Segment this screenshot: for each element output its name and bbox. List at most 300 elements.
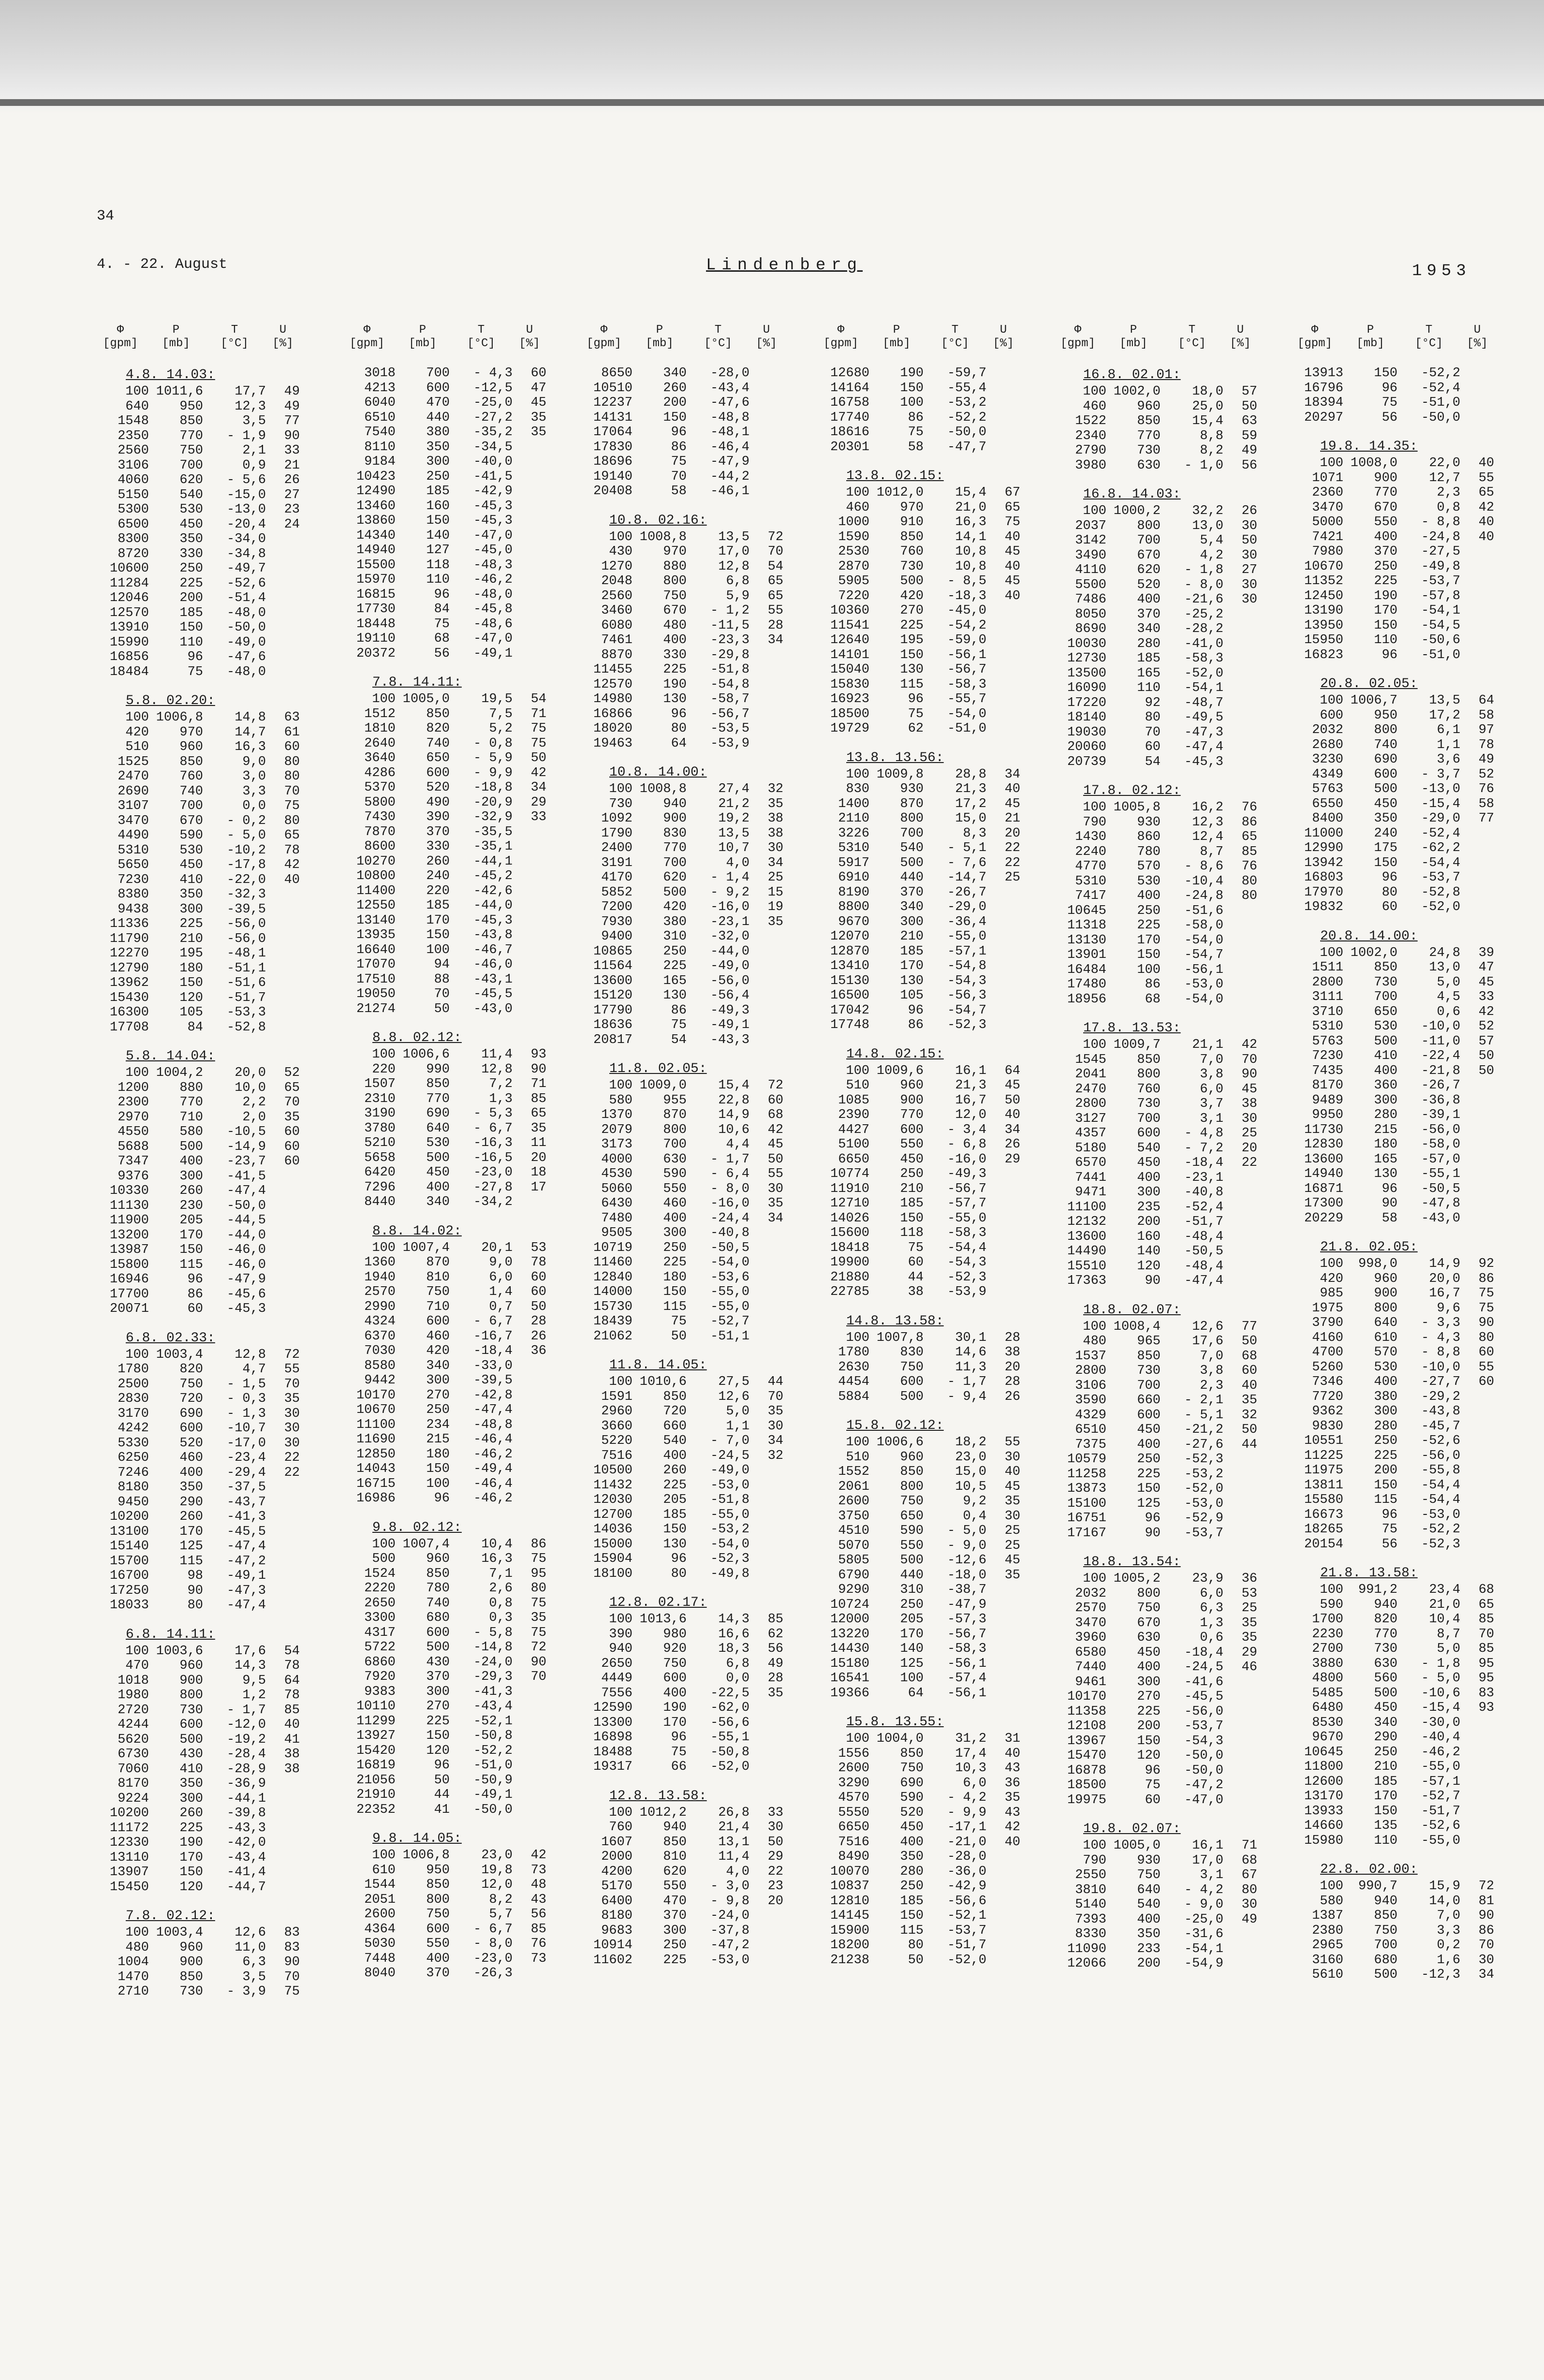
header-cell-t — [203, 323, 266, 351]
table-row — [812, 1078, 1040, 1093]
temperature-cell: 6,0 — [1200, 1082, 1223, 1097]
temperature-cell: -39,8 — [226, 1806, 266, 1821]
pressure-cell: 998,0 — [1358, 1257, 1397, 1271]
temperature-cell: -29,0 — [1421, 811, 1460, 826]
geopotential-cell: 10510 — [593, 381, 632, 396]
pressure-cell: 500 — [900, 574, 924, 588]
humidity-cell — [513, 1803, 546, 1818]
table-row — [575, 885, 803, 900]
year: 1953 — [1412, 262, 1471, 280]
geopotential-cell: 100 — [125, 384, 149, 399]
table-row — [338, 1848, 566, 1863]
humidity-cell — [986, 1612, 1020, 1627]
geopotential-cell: 18696 — [593, 455, 632, 469]
table-row — [92, 591, 319, 606]
geopotential-cell: 100 — [125, 1644, 149, 1659]
sounding-block — [575, 1060, 803, 1344]
temperature-cell: -28,0 — [710, 366, 750, 381]
geopotential-cell: 1200 — [118, 1080, 149, 1095]
temperature-cell: 8,7 — [1437, 1627, 1460, 1642]
temperature-cell: 0,4 — [963, 1509, 986, 1524]
temperature-cell: -47,0 — [473, 632, 513, 646]
humidity-cell — [750, 1285, 783, 1300]
temperature-cell: 10,8 — [955, 544, 986, 559]
pressure-cell: 225 — [1374, 574, 1397, 588]
humidity-cell — [986, 662, 1020, 677]
humidity-cell — [750, 648, 783, 663]
pressure-cell: 750 — [426, 1285, 450, 1299]
table-row — [1286, 381, 1514, 396]
geopotential-cell: 8190 — [838, 885, 869, 900]
temperature-cell: -56,0 — [226, 917, 266, 931]
pressure-cell: 600 — [1137, 1408, 1161, 1423]
humidity-cell: 97 — [1478, 723, 1494, 737]
pressure-cell: 170 — [179, 1850, 203, 1865]
humidity-cell — [266, 1836, 300, 1851]
humidity-cell — [1223, 710, 1257, 725]
humidity-cell — [1460, 1152, 1494, 1167]
pressure-cell: 590 — [663, 1167, 687, 1181]
geopotential-cell: 12990 — [1304, 841, 1343, 855]
humidity-cell: 30 — [284, 1436, 300, 1451]
temperature-cell: 9,0 — [242, 754, 266, 769]
pressure-cell: 750 — [900, 1761, 924, 1776]
temperature-cell: 0,9 — [242, 458, 266, 473]
table-row — [1286, 1894, 1514, 1909]
table-row — [338, 795, 566, 810]
pressure-cell: 800 — [1137, 1586, 1161, 1601]
temperature-cell: -54,3 — [1184, 1734, 1223, 1748]
table-row — [338, 1314, 566, 1329]
pressure-cell: 590 — [179, 828, 203, 843]
header-cell-phi — [1049, 323, 1106, 351]
humidity-cell — [750, 411, 783, 426]
table-row — [1286, 1345, 1514, 1360]
humidity-cell — [750, 470, 783, 485]
temperature-cell: -54,1 — [1184, 1941, 1223, 1956]
pressure-cell: 75 — [671, 1745, 687, 1760]
temperature-cell: -18,8 — [473, 780, 513, 795]
humidity-cell: 27 — [284, 487, 300, 502]
geopotential-cell: 5500 — [1075, 577, 1106, 592]
table-row — [575, 1123, 803, 1138]
humidity-cell: 53 — [530, 1240, 546, 1255]
header-symbol: T — [477, 323, 485, 337]
geopotential-cell: 13110 — [109, 1850, 149, 1865]
temperature-cell: -16,0 — [710, 1196, 750, 1211]
table-row — [338, 455, 566, 470]
temperature-cell: 3,0 — [242, 769, 266, 784]
table-row — [92, 1674, 319, 1689]
pressure-cell: 500 — [179, 1732, 203, 1747]
geopotential-cell: 4000 — [601, 1152, 632, 1167]
geopotential-cell: 19832 — [1304, 900, 1343, 914]
table-row — [575, 1033, 803, 1048]
humidity-cell: 52 — [1478, 1019, 1494, 1034]
geopotential-cell: 10774 — [830, 1167, 869, 1181]
header-unit: [°C] — [221, 337, 249, 350]
pressure-cell: 350 — [179, 1480, 203, 1495]
geopotential-cell: 16946 — [109, 1272, 149, 1287]
humidity-cell — [266, 961, 300, 976]
pressure-cell: 110 — [1374, 633, 1397, 647]
temperature-cell: -44,0 — [473, 898, 513, 913]
pressure-cell: 350 — [179, 1777, 203, 1791]
pressure-cell: 80 — [1145, 710, 1161, 725]
table-row — [1049, 755, 1277, 770]
table-row — [1049, 1364, 1277, 1379]
pressure-cell: 75 — [908, 706, 924, 721]
temperature-cell: -57,0 — [1421, 1152, 1460, 1167]
temperature-cell: -41,5 — [473, 469, 513, 484]
table-row — [338, 440, 566, 455]
geopotential-cell: 14131 — [593, 410, 632, 425]
pressure-cell: 60 — [187, 1302, 203, 1316]
table-row — [575, 1434, 803, 1449]
temperature-cell: 16,3 — [955, 515, 986, 529]
pressure-cell: 120 — [426, 1743, 450, 1758]
humidity-cell: 35 — [1004, 1568, 1020, 1583]
table-row — [92, 725, 319, 740]
temperature-cell: -52,7 — [1421, 1789, 1460, 1804]
table-row — [1286, 811, 1514, 826]
pressure-cell: 930 — [900, 782, 924, 796]
temperature-cell: -56,1 — [947, 1686, 986, 1701]
header-symbol: T — [1188, 323, 1196, 337]
table-row — [1286, 870, 1514, 885]
sounding-block — [92, 1907, 319, 1999]
temperature-cell: -18,0 — [947, 1568, 986, 1583]
table-row — [338, 1640, 566, 1655]
temperature-cell: -53,0 — [1184, 1496, 1223, 1511]
temperature-cell: -43,7 — [226, 1495, 266, 1510]
geopotential-cell: 10724 — [830, 1597, 869, 1612]
geopotential-cell: 15730 — [593, 1299, 632, 1314]
geopotential-cell: 1387 — [1312, 1909, 1343, 1923]
pressure-cell: 1009,0 — [639, 1078, 687, 1093]
humidity-cell: 34 — [530, 780, 546, 795]
pressure-cell: 225 — [1374, 1448, 1397, 1463]
pressure-cell: 500 — [900, 855, 924, 870]
geopotential-cell: 100 — [846, 485, 869, 500]
temperature-cell: 14,7 — [235, 725, 266, 740]
pressure-cell: 300 — [1374, 1093, 1397, 1108]
geopotential-cell: 6570 — [1075, 1156, 1106, 1170]
temperature-cell: 20,1 — [481, 1240, 513, 1255]
pressure-cell: 680 — [426, 1611, 450, 1625]
temperature-cell: 9,6 — [1437, 1301, 1460, 1316]
table-row — [338, 573, 566, 588]
pressure-cell: 220 — [426, 883, 450, 898]
table-row — [812, 1568, 1040, 1583]
geopotential-cell: 21062 — [593, 1329, 632, 1344]
table-row — [575, 1642, 803, 1657]
sounding-block — [812, 1713, 1040, 1968]
pressure-cell: 96 — [1382, 1181, 1397, 1196]
temperature-cell: - 4,8 — [1184, 1126, 1223, 1141]
pressure-cell: 115 — [900, 1923, 924, 1938]
table-row — [1286, 1968, 1514, 1983]
column-header — [1049, 300, 1277, 351]
geopotential-cell: 1980 — [118, 1688, 149, 1703]
pressure-cell: 270 — [1137, 1690, 1161, 1704]
temperature-cell: 12,8 — [718, 559, 750, 574]
header-symbol: U — [763, 323, 770, 337]
sounding-title: 15.8. 13.55: — [846, 1715, 944, 1730]
geopotential-cell: 18448 — [356, 617, 396, 632]
pressure-cell: 180 — [179, 961, 203, 976]
humidity-cell: 80 — [284, 769, 300, 784]
humidity-cell: 30 — [1241, 1897, 1257, 1912]
pressure-cell: 710 — [426, 1299, 450, 1314]
geopotential-cell: 9830 — [1312, 1419, 1343, 1434]
temperature-cell: -52,3 — [1184, 1452, 1223, 1467]
table-row — [812, 1108, 1040, 1123]
table-row — [575, 1329, 803, 1344]
humidity-cell: 49 — [1241, 443, 1257, 458]
pressure-cell: 175 — [1374, 841, 1397, 855]
geopotential-cell: 6080 — [601, 618, 632, 633]
table-row — [812, 1583, 1040, 1598]
table-row — [1286, 1257, 1514, 1272]
header-cell-t — [687, 323, 750, 351]
geopotential-cell: 18418 — [830, 1240, 869, 1255]
temperature-cell: -57,4 — [947, 1671, 986, 1686]
table-row — [812, 1450, 1040, 1465]
pressure-cell: 86 — [908, 1018, 924, 1032]
table-row — [575, 1270, 803, 1285]
geopotential-cell: 7440 — [1075, 1660, 1106, 1675]
humidity-cell — [1460, 1123, 1494, 1138]
pressure-cell: 940 — [663, 796, 687, 811]
temperature-cell: -27,6 — [1184, 1437, 1223, 1452]
geopotential-cell: 2570 — [1075, 1601, 1106, 1616]
table-row — [1286, 856, 1514, 871]
pressure-cell: 70 — [1145, 725, 1161, 740]
pressure-cell: 75 — [1382, 1522, 1397, 1537]
table-row — [338, 766, 566, 781]
geopotential-cell: 10200 — [109, 1806, 149, 1821]
table-row — [1049, 1244, 1277, 1259]
pressure-cell: 44 — [908, 1270, 924, 1285]
temperature-cell: -51,7 — [1184, 1215, 1223, 1229]
humidity-cell — [266, 902, 300, 917]
geopotential-cell: 16923 — [830, 692, 869, 706]
humidity-cell — [513, 1388, 546, 1403]
pressure-cell: 500 — [1374, 1686, 1397, 1701]
humidity-cell — [266, 1851, 300, 1866]
pressure-cell: 1009,6 — [876, 1063, 924, 1078]
humidity-cell — [1223, 1171, 1257, 1186]
geopotential-cell: 13901 — [1067, 948, 1106, 962]
temperature-cell: 0,8 — [489, 1596, 513, 1611]
pressure-cell: 670 — [179, 813, 203, 828]
table-row — [812, 1776, 1040, 1791]
temperature-cell: 6,0 — [1200, 1586, 1223, 1601]
humidity-cell — [986, 1241, 1020, 1256]
geopotential-cell: 8690 — [1075, 622, 1106, 636]
geopotential-cell: 19463 — [593, 736, 632, 751]
geopotential-cell: 14490 — [1067, 1244, 1106, 1259]
table-row — [812, 603, 1040, 618]
geopotential-cell: 2870 — [838, 559, 869, 574]
humidity-cell — [750, 484, 783, 499]
humidity-cell: 35 — [530, 1611, 546, 1625]
pressure-cell: 1008,8 — [639, 529, 687, 544]
pressure-cell: 600 — [426, 1625, 450, 1640]
geopotential-cell: 2400 — [601, 841, 632, 855]
temperature-cell: 2,2 — [242, 1095, 266, 1110]
temperature-cell: 0,6 — [1200, 1631, 1223, 1645]
pressure-cell: 38 — [908, 1285, 924, 1299]
geopotential-cell: 11318 — [1067, 918, 1106, 933]
temperature-cell: 31,2 — [955, 1732, 986, 1746]
temperature-cell: -45,0 — [947, 603, 986, 618]
temperature-cell: - 5,0 — [226, 828, 266, 843]
humidity-cell — [986, 396, 1020, 411]
geopotential-cell: 16796 — [1304, 381, 1343, 396]
humidity-cell — [750, 1552, 783, 1567]
temperature-cell: - 8,0 — [473, 1937, 513, 1951]
header-cell-phi — [812, 323, 869, 351]
geopotential-cell: 15830 — [830, 677, 869, 692]
geopotential-cell: 12640 — [830, 633, 869, 647]
sounding-block — [1049, 1820, 1277, 1971]
humidity-cell — [266, 1302, 300, 1317]
sounding-block — [575, 366, 803, 499]
table-row — [1286, 1360, 1514, 1375]
pressure-cell: 110 — [179, 635, 203, 650]
humidity-cell: 46 — [1241, 1660, 1257, 1675]
humidity-cell: 75 — [284, 799, 300, 813]
geopotential-cell: 2032 — [1312, 723, 1343, 737]
pressure-cell: 500 — [179, 1139, 203, 1154]
table-row — [1049, 1230, 1277, 1245]
humidity-cell: 55 — [284, 1362, 300, 1377]
pressure-cell: 105 — [900, 988, 924, 1003]
table-row — [92, 1925, 319, 1940]
table-row — [812, 1270, 1040, 1285]
table-row — [812, 1835, 1040, 1850]
humidity-cell — [513, 1699, 546, 1714]
humidity-cell — [513, 943, 546, 958]
table-row — [575, 1909, 803, 1924]
pressure-cell: 190 — [900, 366, 924, 381]
humidity-cell — [1460, 1716, 1494, 1731]
temperature-cell: -47,9 — [710, 455, 750, 469]
temperature-cell: 17,4 — [955, 1746, 986, 1761]
temperature-cell: - 1,3 — [226, 1406, 266, 1421]
pressure-cell: 530 — [1374, 1360, 1397, 1375]
humidity-cell: 93 — [1478, 1701, 1494, 1715]
humidity-cell: 60 — [767, 1093, 783, 1108]
temperature-cell: 16,7 — [1429, 1286, 1460, 1301]
pressure-cell: 250 — [900, 1167, 924, 1181]
table-row — [812, 1285, 1040, 1300]
geopotential-cell: 510 — [846, 1078, 869, 1093]
sounding-title: 16.8. 14.03: — [1083, 487, 1181, 502]
temperature-cell: -18,4 — [1184, 1156, 1223, 1170]
pressure-cell: 540 — [1137, 1141, 1161, 1156]
temperature-cell: 12,8 — [235, 1347, 266, 1362]
humidity-cell — [513, 1744, 546, 1759]
humidity-cell — [513, 913, 546, 928]
temperature-cell: -45,3 — [226, 1302, 266, 1316]
table-row — [812, 1761, 1040, 1776]
pressure-cell: 225 — [426, 1714, 450, 1729]
table-row — [338, 1907, 566, 1922]
table-row — [1286, 1493, 1514, 1508]
humidity-cell: 50 — [767, 1835, 783, 1850]
pressure-cell: 75 — [1145, 1778, 1161, 1792]
geopotential-cell: 9438 — [118, 902, 149, 917]
pressure-cell: 1007,4 — [402, 1240, 450, 1255]
temperature-cell: 12,3 — [235, 399, 266, 414]
geopotential-cell: 640 — [125, 399, 149, 414]
humidity-cell: 65 — [1478, 1597, 1494, 1612]
humidity-cell — [1460, 1167, 1494, 1182]
geopotential-cell: 5310 — [1312, 1019, 1343, 1034]
temperature-cell: 17,6 — [235, 1644, 266, 1659]
temperature-cell: -27,8 — [473, 1180, 513, 1195]
table-row — [338, 484, 566, 499]
humidity-cell: 67 — [1241, 1868, 1257, 1882]
sounding-block — [812, 749, 1040, 1033]
table-row — [1286, 1211, 1514, 1226]
pressure-cell: 58 — [671, 484, 687, 499]
sounding-block — [1286, 1238, 1514, 1552]
sounding-block — [575, 512, 803, 751]
pressure-cell: 96 — [671, 706, 687, 721]
geopotential-cell: 3490 — [1075, 548, 1106, 563]
geopotential-cell: 7220 — [838, 588, 869, 603]
humidity-cell: 21 — [284, 458, 300, 473]
pressure-cell: 233 — [1137, 1941, 1161, 1956]
pressure-cell: 310 — [900, 1583, 924, 1597]
pressure-cell: 820 — [426, 721, 450, 736]
geopotential-cell: 610 — [372, 1863, 396, 1878]
header-cell-p — [396, 323, 450, 351]
pressure-cell: 225 — [179, 576, 203, 591]
humidity-cell — [750, 662, 783, 677]
pressure-cell: 260 — [426, 854, 450, 869]
geopotential-cell: 12450 — [1304, 588, 1343, 603]
humidity-cell: 68 — [1478, 1583, 1494, 1597]
sounding-title: 20.8. 14.00: — [1320, 928, 1418, 944]
temperature-cell: - 0,2 — [226, 813, 266, 828]
temperature-cell: -43,4 — [473, 1699, 513, 1714]
geopotential-cell: 4324 — [364, 1314, 396, 1329]
humidity-cell: 56 — [1241, 458, 1257, 473]
humidity-cell: 31 — [1004, 1732, 1020, 1746]
geopotential-cell: 3230 — [1312, 752, 1343, 767]
table-row — [812, 1806, 1040, 1821]
humidity-cell — [1223, 651, 1257, 666]
geopotential-cell: 11602 — [593, 1953, 632, 1968]
temperature-cell: 5,2 — [489, 721, 513, 736]
geopotential-cell: 8050 — [1075, 607, 1106, 622]
geopotential-cell: 2340 — [1075, 428, 1106, 443]
pressure-cell: 990,7 — [1358, 1879, 1397, 1894]
sounding-block — [575, 1787, 803, 1968]
temperature-cell: -50,0 — [226, 620, 266, 635]
humidity-cell: 65 — [284, 828, 300, 843]
geopotential-cell: 9450 — [118, 1495, 149, 1510]
table-row — [338, 1165, 566, 1180]
sounding-block — [92, 692, 319, 1035]
table-row — [92, 1792, 319, 1807]
station-name: Lindenberg — [706, 256, 863, 275]
